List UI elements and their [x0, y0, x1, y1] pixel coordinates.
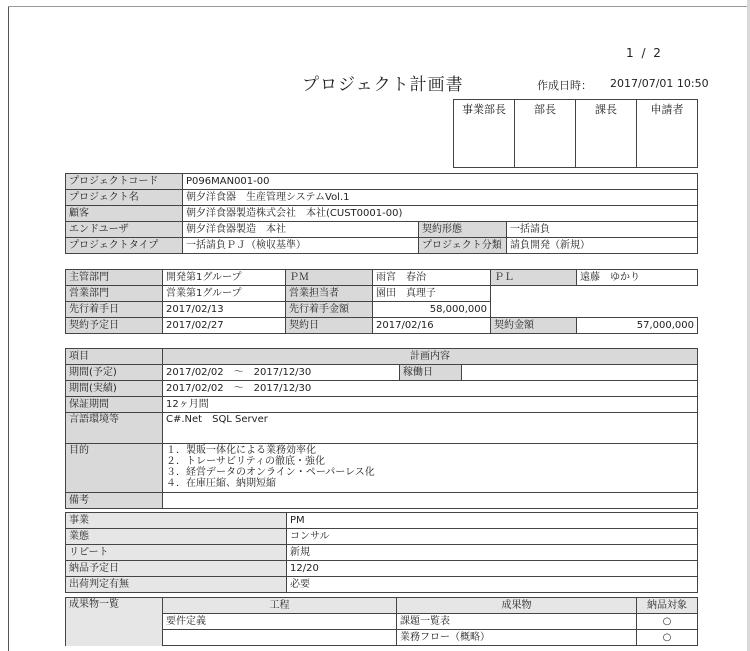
deliverables-table: [65, 597, 698, 646]
period-plan-label: 期間(予定): [66, 365, 163, 381]
project-category-value: 請負開発（新規）: [507, 238, 698, 254]
approval-table: [453, 99, 698, 168]
page-title: プロジェクト計画書: [302, 75, 464, 95]
period-plan-value: 2017/02/02 ～ 2017/12/30: [163, 365, 400, 381]
project-info-table: [65, 173, 698, 254]
process-cell: 要件定義: [163, 614, 397, 630]
page-number: 1 / 2: [626, 46, 663, 60]
delivery-value: 12/20: [287, 561, 698, 577]
approval-box-division-head: 事業部長: [454, 100, 515, 168]
created-label: 作成日時：: [537, 79, 592, 92]
process-header: 工程: [163, 598, 397, 614]
advance-amount-label: 先行着手金額: [286, 302, 373, 318]
approval-box-section-chief: 課長: [576, 100, 637, 168]
deliverables-label: 成果物一覧: [66, 598, 163, 646]
page-border: [8, 6, 9, 651]
remarks-value: [163, 493, 698, 509]
shipment-value: 必要: [287, 577, 698, 593]
repeat-label: リピート: [66, 545, 287, 561]
process-cell: [163, 630, 397, 646]
created-value: 2017/07/01 10:50: [610, 77, 709, 90]
contract-date-value: 2017/02/16: [373, 318, 491, 334]
end-user-label: エンドユーザ: [66, 222, 183, 238]
plan-content-header: 計画内容: [163, 349, 698, 365]
purpose-value: １．製販一体化による業務効率化 ２．トレーサビリティの徹底・強化 ３．経営データのオンライン・ペーパーレス化 ４．在庫圧縮、納期短縮: [166, 445, 375, 489]
business-value: PM: [287, 513, 698, 529]
business-table: [65, 512, 698, 593]
shipment-label: 出荷判定有無: [66, 577, 287, 593]
contract-form-label: 契約形態: [419, 222, 507, 238]
deliverable-header: 成果物: [397, 598, 637, 614]
warranty-label: 保証期間: [66, 397, 163, 413]
customer-label: 顧客: [66, 206, 183, 222]
contract-date-label: 契約日: [286, 318, 373, 334]
remarks-label: 備考: [66, 493, 163, 509]
advance-amount-value: 58,000,000: [373, 302, 491, 318]
advance-start-label: 先行着手日: [66, 302, 163, 318]
repeat-value: 新規: [287, 545, 698, 561]
contract-form-value: 一括請負: [507, 222, 698, 238]
deliverable-cell: 業務フロー（概略）: [397, 630, 637, 646]
department-table: [65, 269, 698, 334]
sales-rep-value: 園田 真理子: [373, 286, 491, 302]
empty-cell: [491, 286, 698, 302]
purpose-cell: [163, 444, 698, 493]
business-label: 事業: [66, 513, 287, 529]
contract-amount-label: 契約金額: [491, 318, 577, 334]
approval-box-manager: 部長: [515, 100, 576, 168]
project-code-value: P096MAN001-00: [183, 174, 698, 190]
page-border: [8, 6, 747, 7]
pl-label: ＰＬ: [491, 270, 577, 286]
pm-value: 雨宮 春治: [373, 270, 491, 286]
project-type-label: プロジェクトタイプ: [66, 238, 183, 254]
advance-start-value: 2017/02/13: [163, 302, 286, 318]
main-dept-value: 開発第1グループ: [163, 270, 286, 286]
purpose-label: 目的: [66, 444, 163, 493]
plan-table: [65, 348, 698, 509]
end-user-value: 朝夕洋食器製造 本社: [183, 222, 419, 238]
sales-dept-value: 営業第1グループ: [163, 286, 286, 302]
target-cell: ○: [637, 630, 698, 646]
pm-label: ＰＭ: [286, 270, 373, 286]
language-label: 言語環境等: [66, 413, 163, 444]
industry-value: コンサル: [287, 529, 698, 545]
item-header: 項目: [66, 349, 163, 365]
project-category-label: プロジェクト分類: [419, 238, 507, 254]
sales-rep-label: 営業担当者: [286, 286, 373, 302]
contract-planned-value: 2017/02/27: [163, 318, 286, 334]
empty-cell: [491, 302, 698, 318]
industry-label: 業態: [66, 529, 287, 545]
sales-dept-label: 営業部門: [66, 286, 163, 302]
period-actual-value: 2017/02/02 ～ 2017/12/30: [163, 381, 698, 397]
target-header: 納品対象: [637, 598, 698, 614]
contract-amount-value: 57,000,000: [577, 318, 698, 334]
language-value: C#.Net SQL Server: [163, 413, 698, 444]
customer-value: 朝夕洋食器製造株式会社 本社(CUST0001-00): [183, 206, 698, 222]
project-name-label: プロジェクト名: [66, 190, 183, 206]
delivery-label: 納品予定日: [66, 561, 287, 577]
project-code-label: プロジェクトコード: [66, 174, 183, 190]
target-cell: ○: [637, 614, 698, 630]
operation-date-label: 稼働日: [400, 365, 462, 381]
operation-date-value: [462, 365, 698, 381]
period-actual-label: 期間(実績): [66, 381, 163, 397]
main-dept-label: 主管部門: [66, 270, 163, 286]
project-type-value: 一括請負ＰＪ（検収基準）: [183, 238, 419, 254]
approval-box-applicant: 申請者: [637, 100, 698, 168]
pl-value: 遠藤 ゆかり: [577, 270, 698, 286]
warranty-value: 12ヶ月間: [163, 397, 698, 413]
deliverable-cell: 課題一覧表: [397, 614, 637, 630]
contract-planned-label: 契約予定日: [66, 318, 163, 334]
project-name-value: 朝夕洋食器 生産管理システムVol.1: [183, 190, 698, 206]
